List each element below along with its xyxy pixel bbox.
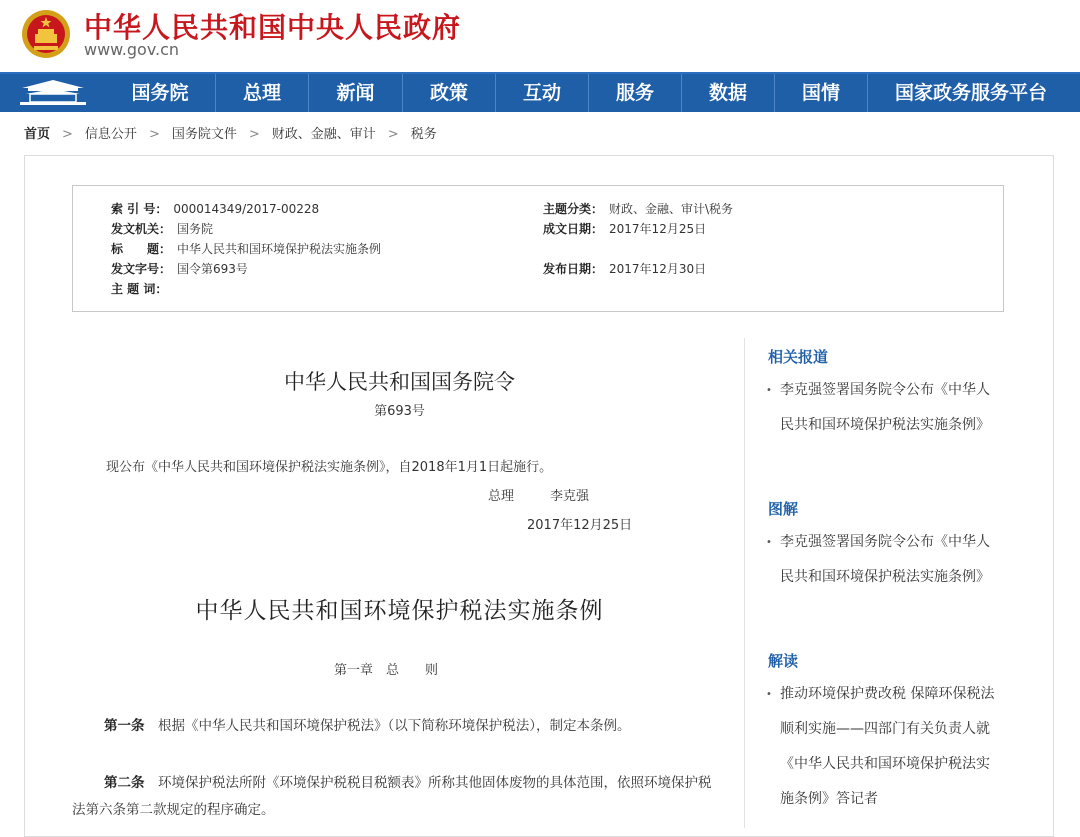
chapter-heading: 第一章 总 则 — [334, 663, 439, 678]
column-divider — [744, 338, 745, 828]
site-title[interactable]: 中华人民共和国中央人民政府 — [84, 11, 462, 44]
related-report-link[interactable] — [766, 373, 996, 443]
meta-index-no — [111, 200, 319, 217]
bullet-icon: • — [766, 385, 772, 396]
link-text[interactable]: 推动环境保护费改税 保障环保税法顺利实施——四部门有关负责人就《中华人民共和国环境保护税法实施条例》答记者 — [780, 686, 995, 807]
interpretation-heading: 解读 — [768, 652, 799, 670]
meta-written-date — [543, 220, 706, 237]
article-1 — [72, 713, 724, 740]
nav-item-service-platform[interactable]: 国家政务服务平台 — [894, 82, 1047, 104]
main-nav — [0, 72, 1080, 112]
order-number: 第693号 — [374, 404, 425, 419]
signer-name: 李克强 — [550, 489, 590, 504]
bullet-icon: • — [766, 537, 772, 548]
nav-item-premier[interactable]: 总理 — [242, 82, 281, 104]
meta-value: 国令第693号 — [177, 262, 248, 276]
breadcrumb-home[interactable]: 首页 — [24, 127, 51, 142]
meta-doc-no — [111, 260, 248, 277]
meta-label: 成文日期： — [543, 222, 604, 236]
meta-topic — [543, 200, 733, 217]
chevron-right-icon: > — [248, 127, 260, 142]
breadcrumb-taxation[interactable]: 税务 — [410, 127, 437, 142]
breadcrumb-info-disclosure[interactable]: 信息公开 — [84, 127, 137, 142]
article-body — [72, 340, 727, 830]
meta-issuer — [111, 220, 213, 237]
bullet-icon: • — [766, 689, 772, 700]
meta-title — [111, 240, 381, 257]
nav-item-data[interactable]: 数据 — [708, 82, 747, 104]
meta-label: 发文字号： — [111, 262, 172, 276]
meta-value: 财政、金融、审计\税务 — [609, 202, 734, 216]
meta-value: 2017年12月30日 — [609, 262, 707, 276]
meta-label: 发文机关： — [111, 222, 172, 236]
chevron-right-icon: > — [387, 127, 399, 142]
meta-value: 国务院 — [177, 222, 214, 236]
link-text[interactable]: 李克强签署国务院令公布《中华人民共和国环境保护税法实施条例》 — [780, 382, 990, 433]
order-title: 中华人民共和国国务院令 — [284, 370, 515, 394]
meta-value: 中华人民共和国环境保护税法实施条例 — [177, 242, 382, 256]
nav-item-national-info[interactable]: 国情 — [801, 82, 840, 104]
meta-label: 主 题 词： — [111, 282, 168, 296]
graphic-link[interactable] — [766, 525, 996, 595]
graphic-heading: 图解 — [768, 500, 799, 518]
meta-label: 索 引 号： — [111, 202, 168, 216]
article-label: 第一条 — [104, 718, 145, 734]
site-header — [0, 0, 1080, 72]
article-label: 第二条 — [104, 775, 145, 791]
meta-value: 2017年12月25日 — [609, 222, 707, 236]
interpretation-link[interactable] — [766, 677, 996, 817]
meta-label: 发布日期： — [543, 262, 604, 276]
article-2 — [72, 770, 724, 824]
meta-value: 000014349/2017-00228 — [173, 202, 320, 216]
document-meta-table — [72, 185, 1004, 312]
related-reports-heading: 相关报道 — [768, 348, 829, 366]
meta-publish-date — [543, 260, 706, 277]
nav-item-policy[interactable]: 政策 — [429, 82, 468, 104]
chevron-right-icon: > — [148, 127, 160, 142]
meta-label: 标 题： — [111, 242, 172, 256]
nav-item-news[interactable]: 新闻 — [336, 82, 375, 104]
sign-date: 2017年12月25日 — [527, 518, 633, 533]
link-text[interactable]: 李克强签署国务院令公布《中华人民共和国环境保护税法实施条例》 — [780, 534, 990, 585]
promulgation-text: 现公布《中华人民共和国环境保护税法实施条例》，自2018年1月1日起施行。 — [106, 460, 553, 475]
regulation-title: 中华人民共和国环境保护税法实施条例 — [195, 598, 604, 624]
site-url[interactable]: www.gov.cn — [84, 40, 180, 59]
breadcrumb — [24, 123, 437, 142]
meta-keywords — [111, 280, 173, 297]
article-text: 环境保护税法所附《环境保护税税目税额表》所称其他固体废物的具体范围，依照环境保护税法第六条第二款规定的程序确定。 — [72, 775, 712, 818]
national-emblem-icon[interactable] — [20, 8, 72, 60]
chevron-right-icon: > — [62, 127, 73, 142]
article-text: 根据《中华人民共和国环境保护税法》（以下简称环境保护税法），制定本条例。 — [144, 718, 631, 734]
tiananmen-icon[interactable] — [0, 74, 106, 112]
meta-label: 主题分类： — [543, 202, 604, 216]
nav-item-state-council[interactable]: 国务院 — [131, 82, 189, 104]
signer-role: 总理 — [488, 489, 515, 504]
breadcrumb-finance[interactable]: 财政、金融、审计 — [271, 127, 376, 142]
nav-item-interaction[interactable]: 互动 — [522, 82, 561, 104]
breadcrumb-state-council-docs[interactable]: 国务院文件 — [171, 127, 237, 142]
nav-item-services[interactable]: 服务 — [615, 82, 654, 104]
